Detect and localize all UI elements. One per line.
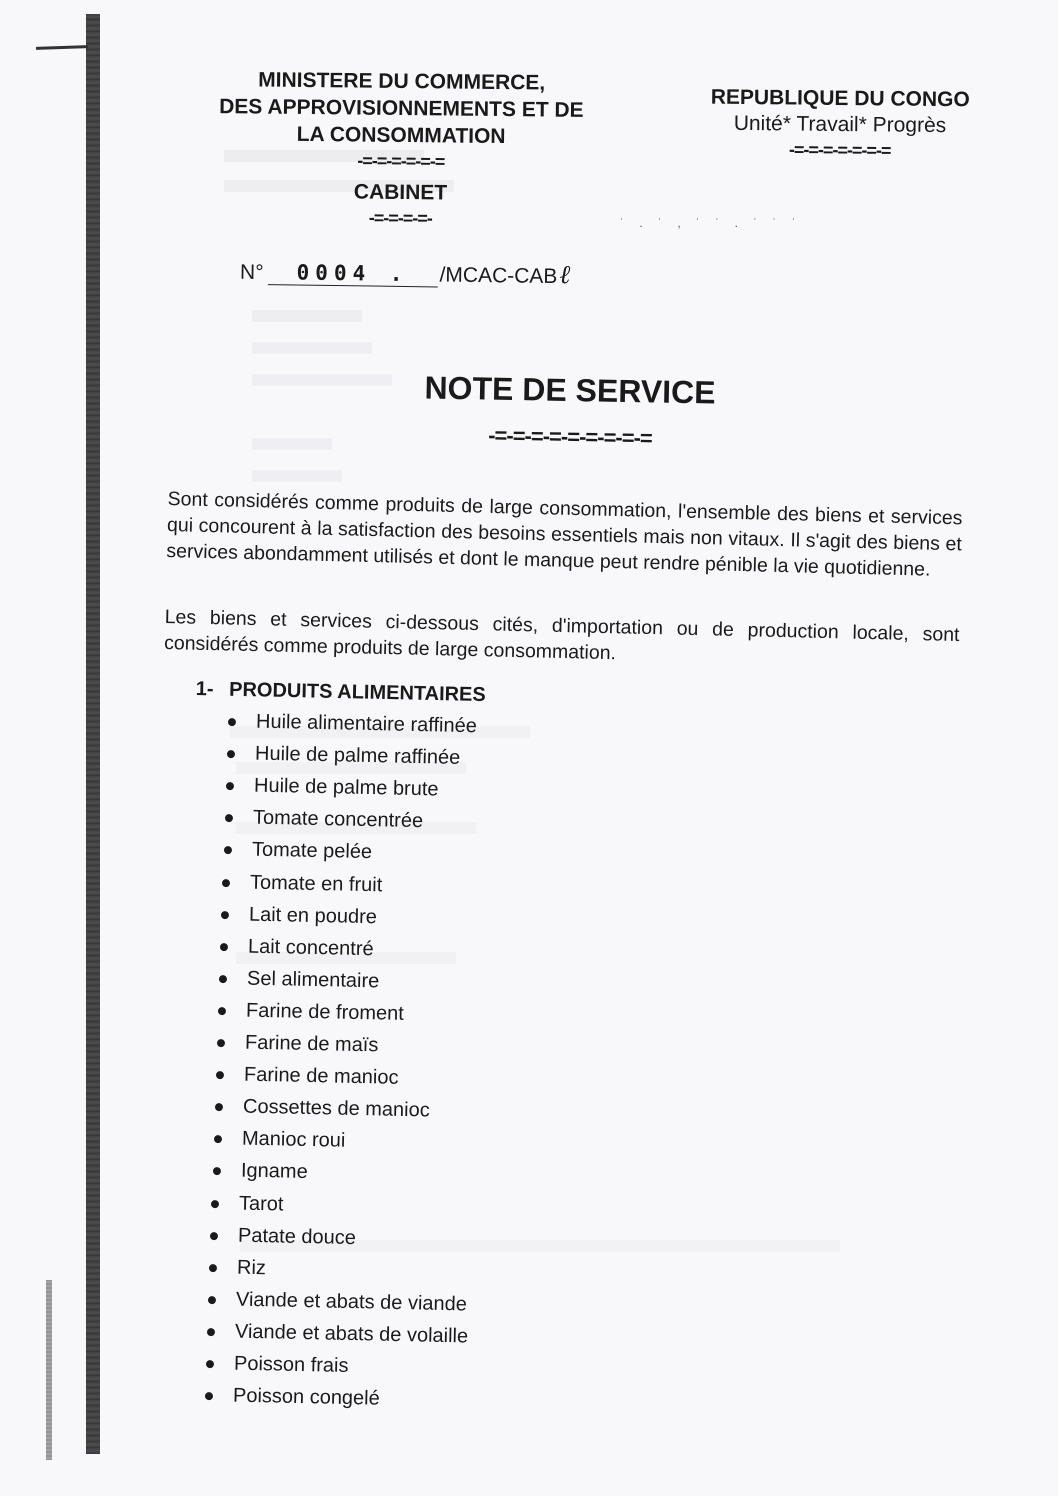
bleed-through-mark (252, 470, 342, 482)
list-item-label: Riz (236, 1256, 267, 1280)
list-item-label: Huile de palme brute (253, 774, 439, 801)
reference-suffix: /MCAC-CAB (439, 263, 558, 289)
ministry-line-2: DES APPROVISIONNEMENTS ET DE (219, 95, 584, 122)
bullet-icon (227, 750, 235, 758)
list-item (226, 774, 439, 801)
list-item-label: Sel alimentaire (246, 967, 380, 993)
title-separator: -=-=-=-=-=-=-=-=-= (488, 422, 652, 451)
list-item-label: Tomate concentrée (252, 806, 424, 833)
bullet-icon (213, 1167, 221, 1175)
list-item (208, 1288, 467, 1316)
bullet-icon (218, 1007, 226, 1015)
bullet-icon (226, 782, 234, 790)
bullet-icon (222, 879, 230, 887)
bullet-icon (219, 975, 227, 983)
country-separator: -=-=-=-=-=-=-= (788, 139, 891, 161)
list-item (218, 999, 404, 1026)
list-item (207, 1320, 469, 1348)
reference-prefix: N° (239, 260, 264, 285)
binding-edge-secondary (46, 1280, 52, 1460)
cabinet-label: CABINET (353, 180, 448, 205)
bullet-icon (205, 1392, 213, 1400)
list-item-label: Tarot (238, 1192, 284, 1216)
ministry-line-1: MINISTERE DU COMMERCE, (258, 68, 546, 95)
scope-paragraph: Les biens et services ci-dessous cités, d'importation ou de production locale, sont considérés comme produits de large consommation. (163, 605, 960, 665)
intro-paragraph: Sont considérés comme produits de large consommation, l'ensemble des biens et services qui concourent à la satisfaction des besoins essentiels mais non vitaux. Il s'agit des biens et services abondamment utilisés et dont le manque peut rendre pénible la vie quotidienne. (166, 487, 963, 581)
bullet-icon (216, 1071, 224, 1079)
list-item-label: Cossettes de manioc (242, 1095, 430, 1122)
list-item-label: Poisson frais (233, 1352, 349, 1377)
bullet-icon (209, 1264, 217, 1272)
section-number: 1- (195, 678, 214, 701)
list-item (216, 1063, 399, 1090)
list-item-label: Poisson congelé (232, 1384, 380, 1410)
list-item-label: Farine de froment (245, 999, 405, 1025)
cabinet-separator: -=-=-=-=- (368, 207, 432, 229)
ministry-line-3: LA CONSOMMATION (296, 122, 506, 149)
bullet-icon (215, 1103, 223, 1111)
document-title: NOTE DE SERVICE (424, 369, 716, 411)
bullet-icon (208, 1296, 216, 1304)
list-item-label: Patate douce (237, 1224, 357, 1250)
ministry-header (215, 66, 587, 232)
bleed-through-mark (252, 374, 392, 386)
list-item-label: Igname (240, 1159, 308, 1183)
list-item (209, 1256, 266, 1280)
bullet-icon (214, 1135, 222, 1143)
list-item-label: Farine de manioc (243, 1063, 399, 1089)
list-item (219, 967, 380, 993)
country-name: REPUBLIQUE DU CONGO (710, 85, 970, 112)
list-item-label: Viande et abats de viande (235, 1288, 468, 1316)
list-item (221, 903, 377, 929)
country-motto: Unité* Travail* Progrès (733, 111, 947, 138)
reference-number-line (240, 256, 571, 291)
bleed-through-mark (252, 342, 372, 354)
binding-edge (86, 14, 100, 1454)
bullet-icon (220, 943, 228, 951)
bleed-through-mark (252, 438, 332, 450)
list-item (217, 1031, 379, 1057)
list-item-label: Tomate en fruit (249, 871, 383, 897)
header-separator: -=-=-=-=-=-= (357, 150, 445, 172)
bullet-icon (221, 911, 229, 919)
bullet-icon (224, 846, 232, 854)
list-item (214, 1127, 346, 1153)
bullet-icon (210, 1232, 218, 1240)
list-item (211, 1192, 284, 1217)
bullet-icon (211, 1200, 219, 1208)
list-item (205, 1384, 380, 1411)
bullet-icon (206, 1360, 214, 1368)
scan-mark (36, 45, 88, 50)
list-item-label: Farine de maïs (244, 1031, 379, 1057)
bleed-through-mark (252, 310, 362, 322)
bullet-icon (225, 814, 233, 822)
list-item-label: Viande et abats de volaille (234, 1320, 469, 1348)
list-item (210, 1224, 356, 1250)
list-item (215, 1095, 430, 1122)
list-item-label: Huile de palme raffinée (254, 742, 461, 769)
list-item-label: Lait concentré (247, 935, 374, 961)
list-item (227, 742, 461, 770)
list-item (225, 806, 424, 833)
list-item-label: Tomate pelée (251, 838, 373, 864)
bullet-icon (217, 1039, 225, 1047)
bullet-icon (228, 718, 236, 726)
list-item-label: Huile alimentaire raffinée (255, 710, 478, 738)
country-header (700, 85, 981, 164)
list-item (220, 935, 374, 961)
reference-number: 0004 . (267, 260, 437, 287)
list-item-label: Manioc roui (241, 1127, 346, 1152)
bullet-icon (207, 1328, 215, 1336)
list-item-label: Lait en poudre (248, 903, 378, 929)
section-title: PRODUITS ALIMENTAIRES (228, 678, 486, 707)
list-item (206, 1352, 349, 1378)
list-item (213, 1159, 308, 1184)
list-item (222, 871, 383, 897)
handwritten-mark: ℓ (559, 260, 571, 291)
section-heading (196, 678, 486, 707)
scan-speck: ˙ . ˙ , ˙ ˙ . ˙ ˙ ˙ (620, 216, 802, 230)
list-item (224, 838, 373, 864)
